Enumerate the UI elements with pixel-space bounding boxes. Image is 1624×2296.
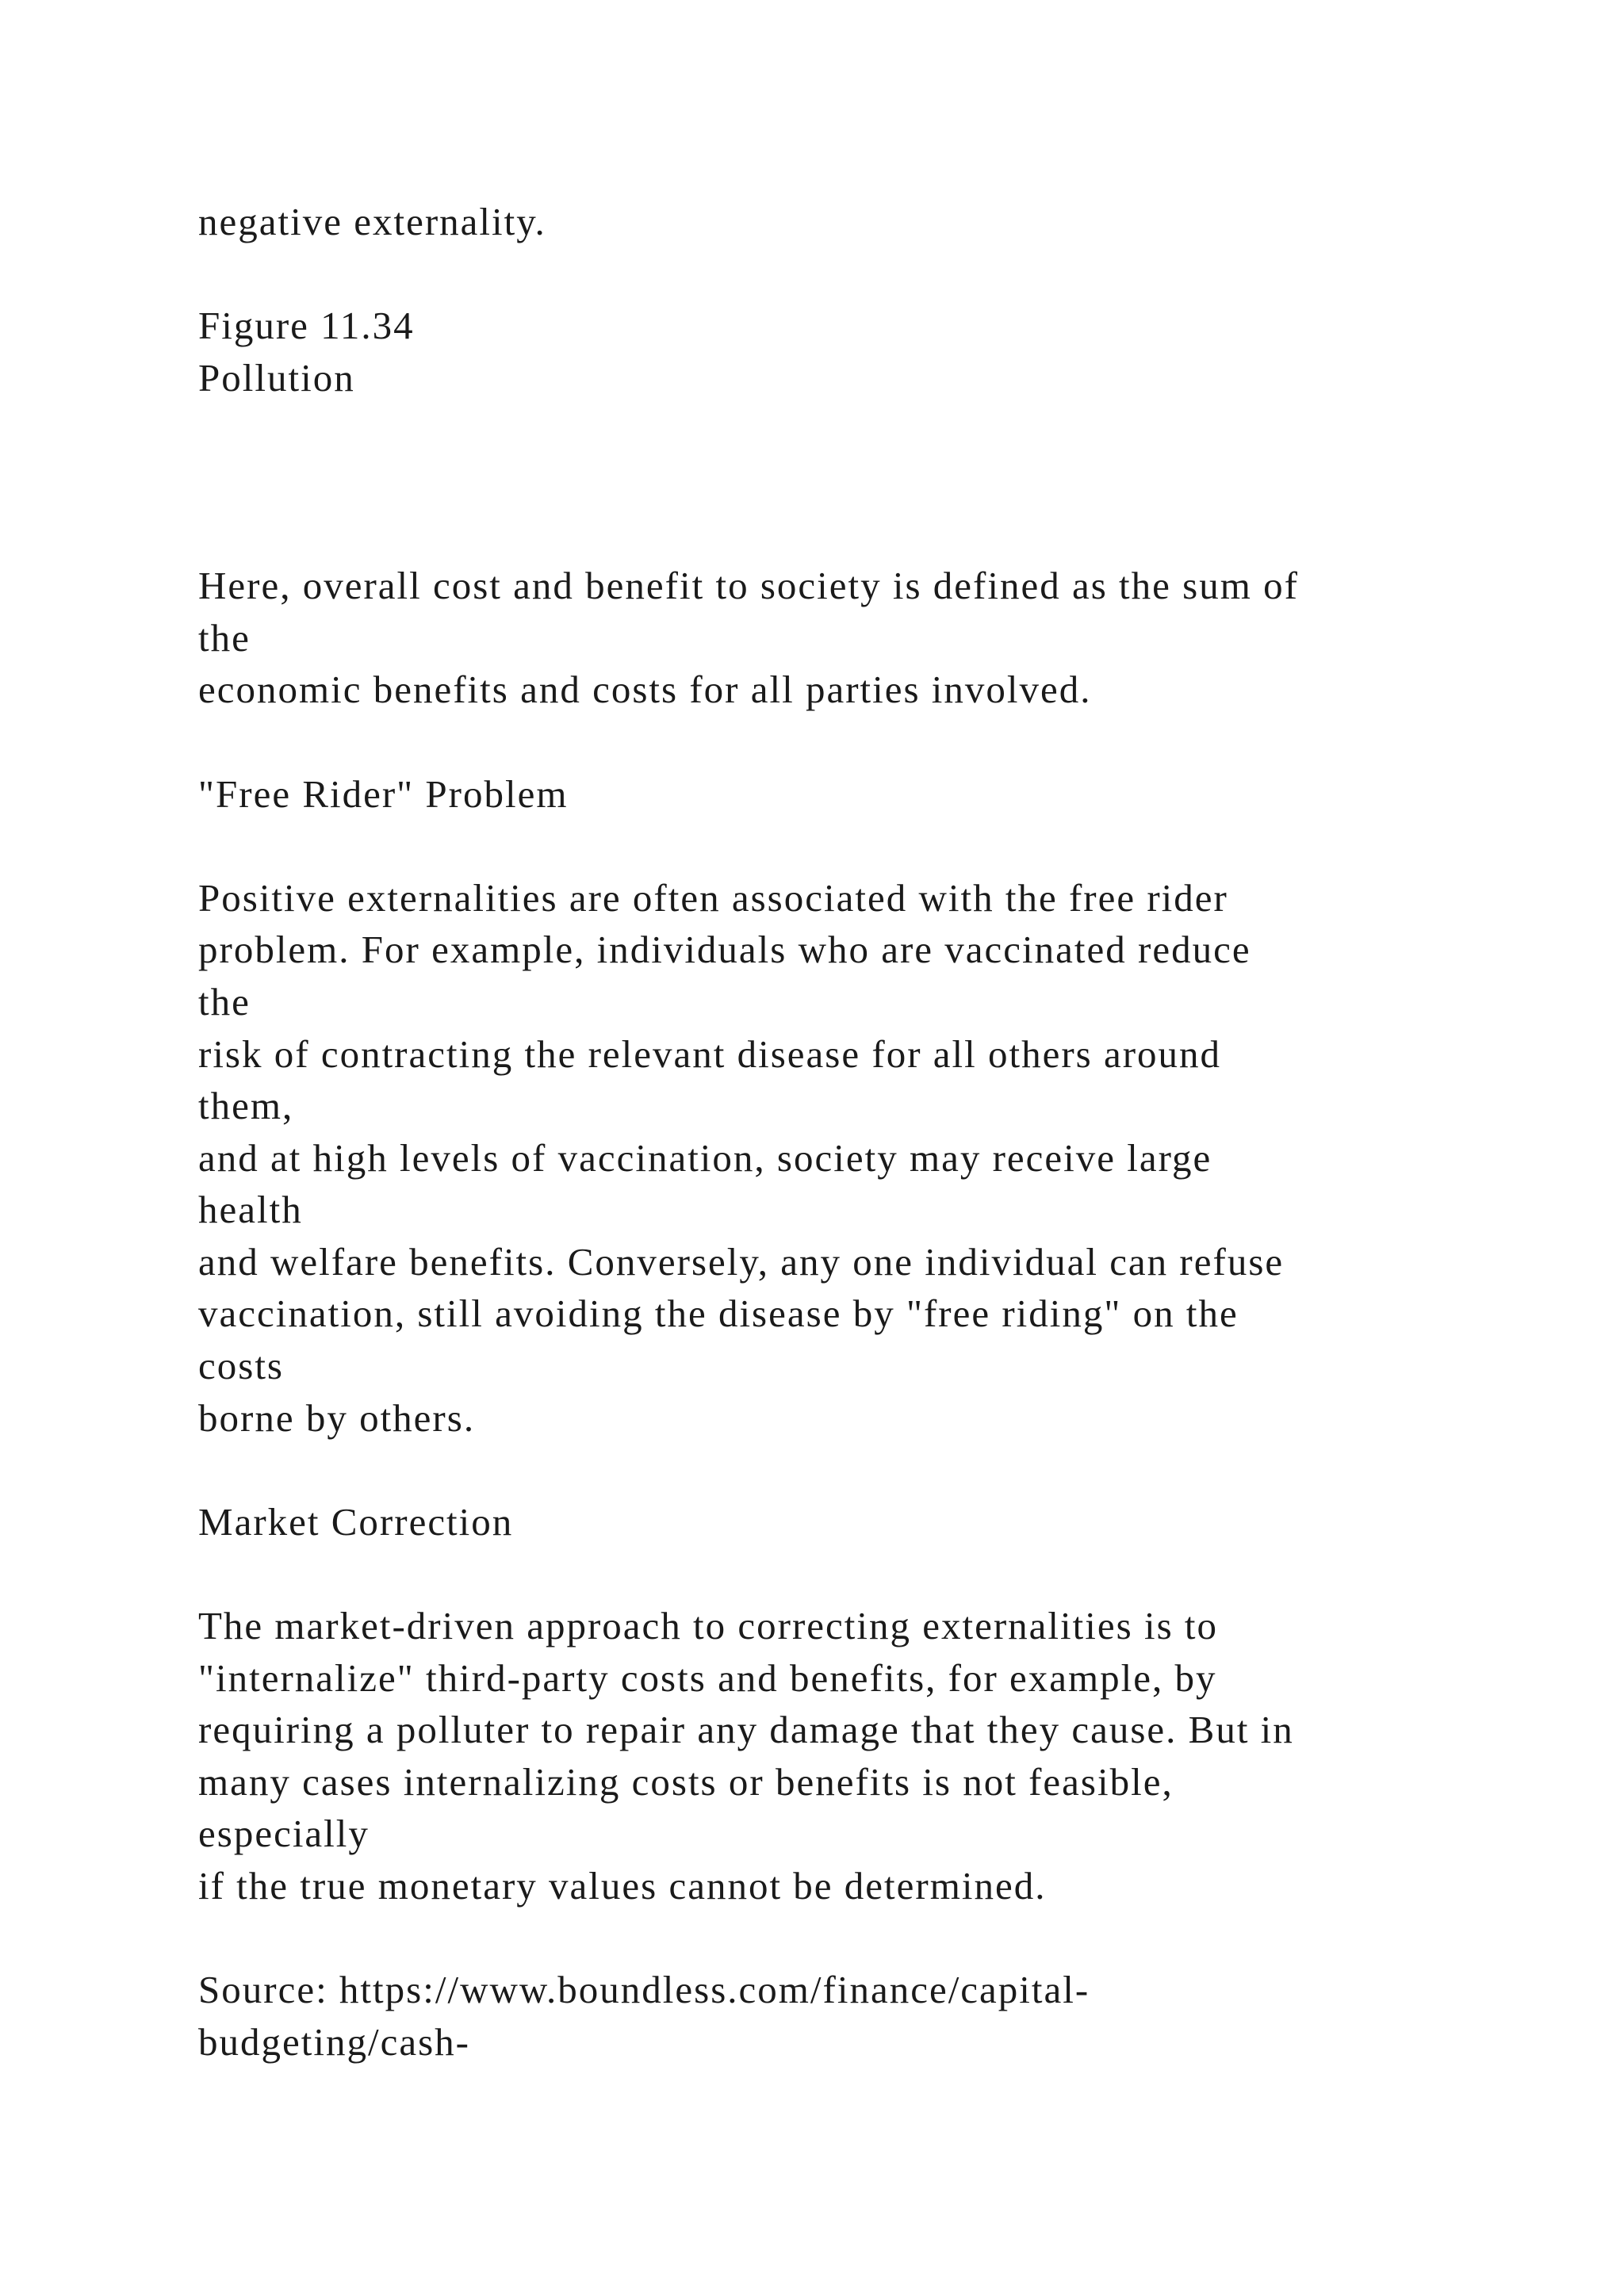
blank-line bbox=[198, 820, 1546, 872]
text-line: negative externality. bbox=[198, 200, 546, 243]
blank-line bbox=[198, 1548, 1546, 1600]
source-line: budgeting/cash- bbox=[198, 2019, 470, 2064]
blank-line bbox=[198, 1444, 1546, 1496]
text-line: many cases internalizing costs or benefits is not feasible, bbox=[198, 1759, 1174, 1804]
blank-line bbox=[198, 248, 1546, 300]
text-line: The market-driven approach to correcting externalities is to bbox=[198, 1604, 1218, 1648]
text-line: "internalize" third-party costs and benefits, for example, by bbox=[198, 1655, 1217, 1700]
blank-line bbox=[198, 716, 1546, 768]
blank-line bbox=[198, 1912, 1546, 1965]
text-line: Here, overall cost and benefit to society is defined as the sum of bbox=[198, 564, 1299, 608]
text-line: risk of contracting the relevant disease for all others around bbox=[198, 1031, 1222, 1076]
text-line: and welfare benefits. Conversely, any one individual can refuse bbox=[198, 1239, 1285, 1284]
section-heading-free-rider: "Free Rider" Problem bbox=[198, 771, 569, 816]
text-line: the bbox=[198, 979, 251, 1024]
text-line: economic benefits and costs for all parties involved. bbox=[198, 668, 1092, 712]
figure-caption-title: Pollution bbox=[198, 355, 355, 400]
text-line: costs bbox=[198, 1344, 284, 1388]
text-line: especially bbox=[198, 1812, 370, 1856]
figure-caption-number: Figure 11.34 bbox=[198, 304, 415, 348]
text-line: problem. For example, individuals who are vaccinated reduce bbox=[198, 928, 1251, 972]
source-line: Source: https://www.boundless.com/finance/capital- bbox=[198, 1968, 1090, 2012]
text-line: Positive externalities are often associated with the free rider bbox=[198, 875, 1228, 920]
text-line: health bbox=[198, 1188, 303, 1232]
blank-line bbox=[198, 456, 1546, 508]
text-line: if the true monetary values cannot be determined. bbox=[198, 1864, 1047, 1908]
text-line: the bbox=[198, 615, 251, 660]
text-line: vaccination, still avoiding the disease by "free riding" on the bbox=[198, 1292, 1239, 1336]
document-body bbox=[198, 196, 1546, 2068]
text-line: and at high levels of vaccination, society may receive large bbox=[198, 1135, 1212, 1180]
blank-line bbox=[198, 404, 1546, 456]
section-heading-market-correction: Market Correction bbox=[198, 1499, 514, 1544]
text-line: borne by others. bbox=[198, 1395, 476, 1440]
text-line: requiring a polluter to repair any damage that they cause. But in bbox=[198, 1708, 1294, 1752]
text-line: them, bbox=[198, 1084, 294, 1128]
blank-line bbox=[198, 508, 1546, 561]
